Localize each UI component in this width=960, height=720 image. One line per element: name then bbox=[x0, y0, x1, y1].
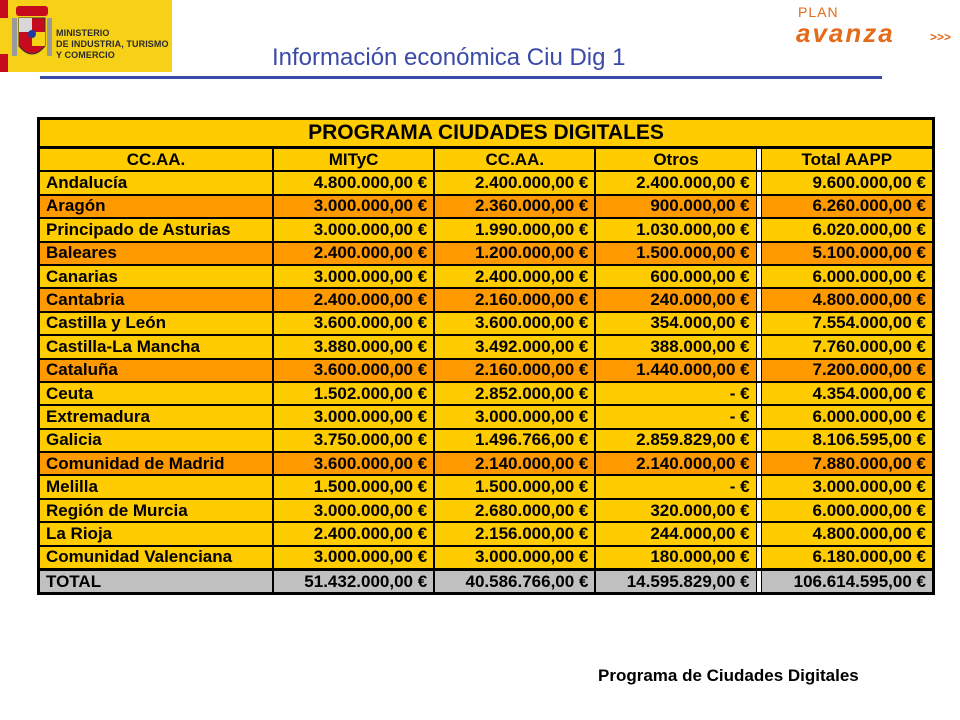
table-caption-row bbox=[39, 119, 933, 148]
region-cell: Principado de Asturias bbox=[39, 218, 273, 241]
otros-cell: 2.140.000,00 € bbox=[595, 452, 756, 475]
mityc-cell: 2.400.000,00 € bbox=[273, 242, 434, 265]
footer-note: Programa de Ciudades Digitales bbox=[598, 666, 859, 685]
column-header: CC.AA. bbox=[434, 148, 595, 171]
total-cell: 6.260.000,00 € bbox=[761, 195, 933, 218]
region-cell: Ceuta bbox=[39, 382, 273, 405]
region-cell: Región de Murcia bbox=[39, 499, 273, 522]
region-cell: Galicia bbox=[39, 429, 273, 452]
otros-cell: - € bbox=[595, 382, 756, 405]
total-row bbox=[39, 569, 933, 593]
mityc-cell: 3.600.000,00 € bbox=[273, 452, 434, 475]
total-cell: 6.000.000,00 € bbox=[761, 499, 933, 522]
coat-of-arms-icon bbox=[12, 6, 52, 64]
region-cell: Castilla-La Mancha bbox=[39, 335, 273, 358]
mityc-cell: 2.400.000,00 € bbox=[273, 522, 434, 545]
ccaa-cell: 2.360.000,00 € bbox=[434, 195, 595, 218]
table-row bbox=[39, 218, 933, 241]
total-cell: 106.614.595,00 € bbox=[761, 569, 933, 593]
total-cell: 7.880.000,00 € bbox=[761, 452, 933, 475]
table-row bbox=[39, 382, 933, 405]
mityc-cell: 51.432.000,00 € bbox=[273, 569, 434, 593]
otros-cell: 900.000,00 € bbox=[595, 195, 756, 218]
region-cell: Castilla y León bbox=[39, 312, 273, 335]
total-cell: 8.106.595,00 € bbox=[761, 429, 933, 452]
region-cell: Canarias bbox=[39, 265, 273, 288]
region-cell: Comunidad de Madrid bbox=[39, 452, 273, 475]
table-row bbox=[39, 171, 933, 194]
table-row bbox=[39, 265, 933, 288]
otros-cell: 240.000,00 € bbox=[595, 288, 756, 311]
total-cell: 6.000.000,00 € bbox=[761, 265, 933, 288]
table-row bbox=[39, 405, 933, 428]
ccaa-cell: 2.400.000,00 € bbox=[434, 265, 595, 288]
region-cell: La Rioja bbox=[39, 522, 273, 545]
ccaa-cell: 2.680.000,00 € bbox=[434, 499, 595, 522]
table-row bbox=[39, 522, 933, 545]
column-header: Otros bbox=[595, 148, 756, 171]
page-title: Información económica Ciu Dig 1 bbox=[272, 44, 626, 71]
region-cell: Comunidad Valenciana bbox=[39, 546, 273, 569]
otros-cell: 388.000,00 € bbox=[595, 335, 756, 358]
table-row bbox=[39, 195, 933, 218]
region-cell: Aragón bbox=[39, 195, 273, 218]
otros-cell: 320.000,00 € bbox=[595, 499, 756, 522]
ccaa-cell: 1.990.000,00 € bbox=[434, 218, 595, 241]
table-row bbox=[39, 452, 933, 475]
ccaa-cell: 2.156.000,00 € bbox=[434, 522, 595, 545]
ccaa-cell: 2.400.000,00 € bbox=[434, 171, 595, 194]
total-cell: 3.000.000,00 € bbox=[761, 475, 933, 498]
mityc-cell: 3.750.000,00 € bbox=[273, 429, 434, 452]
otros-cell: - € bbox=[595, 405, 756, 428]
otros-cell: 180.000,00 € bbox=[595, 546, 756, 569]
ccaa-cell: 1.496.766,00 € bbox=[434, 429, 595, 452]
total-cell: 6.020.000,00 € bbox=[761, 218, 933, 241]
ccaa-cell: 1.500.000,00 € bbox=[434, 475, 595, 498]
plan-logo-main: avanza bbox=[796, 18, 895, 48]
mityc-cell: 3.000.000,00 € bbox=[273, 195, 434, 218]
ccaa-cell: 2.160.000,00 € bbox=[434, 359, 595, 382]
column-header: MITyC bbox=[273, 148, 434, 171]
otros-cell: 2.859.829,00 € bbox=[595, 429, 756, 452]
ministry-logo bbox=[0, 0, 172, 72]
ccaa-cell: 2.852.000,00 € bbox=[434, 382, 595, 405]
mityc-cell: 3.600.000,00 € bbox=[273, 312, 434, 335]
mityc-cell: 3.000.000,00 € bbox=[273, 405, 434, 428]
ministry-name: MINISTERIO DE INDUSTRIA, TURISMO Y COMERCIO bbox=[56, 28, 169, 60]
mityc-cell: 1.502.000,00 € bbox=[273, 382, 434, 405]
region-cell: Cataluña bbox=[39, 359, 273, 382]
otros-cell: 1.030.000,00 € bbox=[595, 218, 756, 241]
table-row bbox=[39, 288, 933, 311]
total-cell: 4.354.000,00 € bbox=[761, 382, 933, 405]
mityc-cell: 4.800.000,00 € bbox=[273, 171, 434, 194]
ccaa-cell: 3.492.000,00 € bbox=[434, 335, 595, 358]
mityc-cell: 3.000.000,00 € bbox=[273, 218, 434, 241]
ccaa-cell: 2.160.000,00 € bbox=[434, 288, 595, 311]
plan-avanza-logo bbox=[790, 4, 960, 52]
ccaa-cell: 1.200.000,00 € bbox=[434, 242, 595, 265]
region-cell: Baleares bbox=[39, 242, 273, 265]
table-row bbox=[39, 499, 933, 522]
total-cell: 7.760.000,00 € bbox=[761, 335, 933, 358]
mityc-cell: 2.400.000,00 € bbox=[273, 288, 434, 311]
region-cell: TOTAL bbox=[39, 569, 273, 593]
table-row bbox=[39, 312, 933, 335]
total-cell: 4.800.000,00 € bbox=[761, 288, 933, 311]
ccaa-cell: 3.000.000,00 € bbox=[434, 405, 595, 428]
otros-cell: 600.000,00 € bbox=[595, 265, 756, 288]
otros-cell: - € bbox=[595, 475, 756, 498]
title-divider bbox=[40, 76, 882, 79]
table-row bbox=[39, 429, 933, 452]
otros-cell: 1.440.000,00 € bbox=[595, 359, 756, 382]
region-cell: Extremadura bbox=[39, 405, 273, 428]
total-cell: 5.100.000,00 € bbox=[761, 242, 933, 265]
column-header: CC.AA. bbox=[39, 148, 273, 171]
ccaa-cell: 3.000.000,00 € bbox=[434, 546, 595, 569]
table-row bbox=[39, 475, 933, 498]
region-cell: Melilla bbox=[39, 475, 273, 498]
table-caption: PROGRAMA CIUDADES DIGITALES bbox=[39, 119, 933, 148]
table-row bbox=[39, 546, 933, 569]
otros-cell: 14.595.829,00 € bbox=[595, 569, 756, 593]
otros-cell: 2.400.000,00 € bbox=[595, 171, 756, 194]
mityc-cell: 3.000.000,00 € bbox=[273, 499, 434, 522]
mityc-cell: 3.000.000,00 € bbox=[273, 265, 434, 288]
ccaa-cell: 3.600.000,00 € bbox=[434, 312, 595, 335]
table-row bbox=[39, 359, 933, 382]
mityc-cell: 1.500.000,00 € bbox=[273, 475, 434, 498]
mityc-cell: 3.880.000,00 € bbox=[273, 335, 434, 358]
otros-cell: 244.000,00 € bbox=[595, 522, 756, 545]
plan-logo-top: PLAN bbox=[798, 4, 839, 20]
table-row bbox=[39, 242, 933, 265]
ccaa-cell: 40.586.766,00 € bbox=[434, 569, 595, 593]
column-header: Total AAPP bbox=[761, 148, 933, 171]
plan-logo-dots: >>> bbox=[930, 30, 952, 44]
ccaa-cell: 2.140.000,00 € bbox=[434, 452, 595, 475]
total-cell: 7.554.000,00 € bbox=[761, 312, 933, 335]
total-cell: 6.180.000,00 € bbox=[761, 546, 933, 569]
region-cell: Cantabria bbox=[39, 288, 273, 311]
funding-table bbox=[37, 117, 935, 595]
otros-cell: 1.500.000,00 € bbox=[595, 242, 756, 265]
total-cell: 7.200.000,00 € bbox=[761, 359, 933, 382]
total-cell: 9.600.000,00 € bbox=[761, 171, 933, 194]
region-cell: Andalucía bbox=[39, 171, 273, 194]
flag-stripe bbox=[0, 0, 8, 72]
table-header-row bbox=[39, 148, 933, 171]
otros-cell: 354.000,00 € bbox=[595, 312, 756, 335]
table-row bbox=[39, 335, 933, 358]
mityc-cell: 3.000.000,00 € bbox=[273, 546, 434, 569]
total-cell: 4.800.000,00 € bbox=[761, 522, 933, 545]
total-cell: 6.000.000,00 € bbox=[761, 405, 933, 428]
mityc-cell: 3.600.000,00 € bbox=[273, 359, 434, 382]
